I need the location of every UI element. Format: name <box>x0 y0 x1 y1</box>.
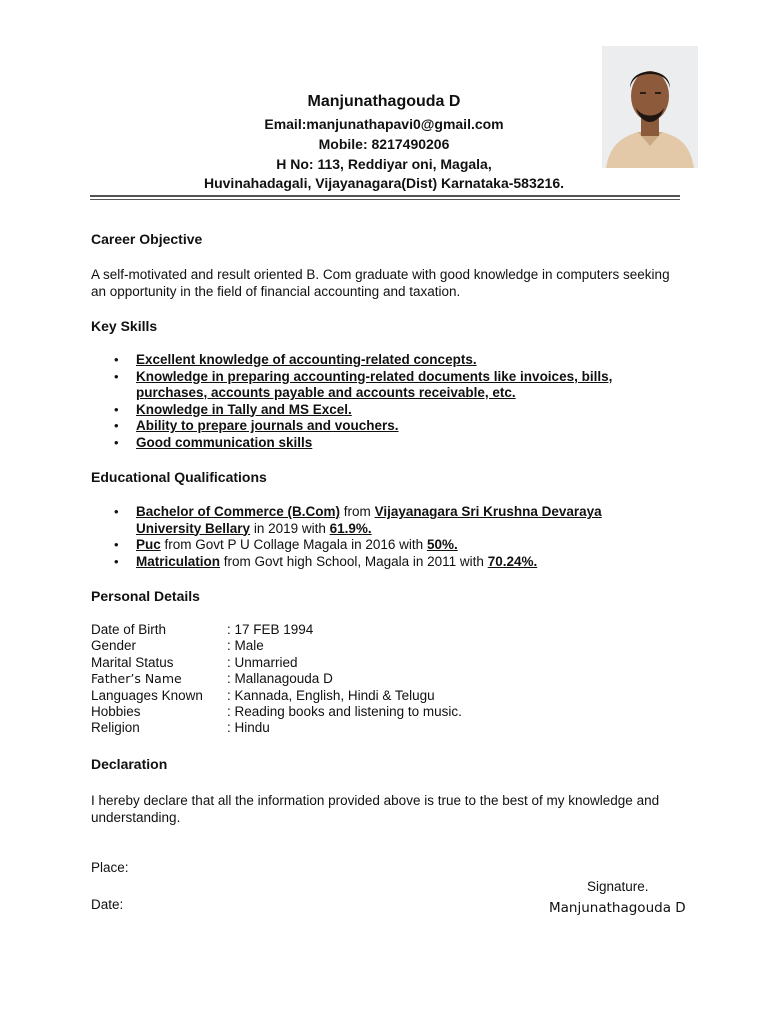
table-row: Father’s Name : Mallanagouda D <box>91 671 333 687</box>
table-row: Religion : Hindu <box>91 720 270 736</box>
table-row: Marital Status : Unmarried <box>91 654 298 670</box>
mobile-line: Mobile: 8217490206 <box>318 136 450 152</box>
address-line-1: H No: 113, Reddiyar oni, Magala, <box>276 156 492 172</box>
career-objective-text: A self-motivated and result oriented B. Com graduate with good knowledge in computers seeking an opportunity in the field of financial accounting and taxation. <box>91 267 670 299</box>
list-item: • Matriculation from Govt high School, Magala in 2011 with 70.24%. <box>108 554 648 571</box>
declaration-heading: Declaration <box>91 756 168 772</box>
list-item: • Ability to prepare journals and vouchers. <box>108 418 648 435</box>
list-item: • Knowledge in Tally and MS Excel. <box>108 402 648 419</box>
personal-details-heading: Personal Details <box>91 588 200 604</box>
table-row: Languages Known : Kannada, English, Hindi & Telugu <box>91 687 435 703</box>
education-heading: Educational Qualifications <box>91 469 267 485</box>
key-skills-list <box>108 352 648 451</box>
table-row: Hobbies : Reading books and listening to music. <box>91 704 462 720</box>
header-divider <box>90 195 680 197</box>
education-list <box>108 504 648 570</box>
profile-photo <box>602 46 698 168</box>
candidate-name: Manjunathagouda D <box>307 93 461 110</box>
key-skills-heading: Key Skills <box>91 318 158 334</box>
career-objective-heading: Career Objective <box>91 231 203 247</box>
personal-details-table <box>91 622 462 737</box>
list-item: • Bachelor of Commerce (B.Com) from Vijayanagara Sri Krushna Devaraya University Bellary in 2019 with 61.9%. <box>108 504 648 537</box>
table-row: Date of Birth : 17 FEB 1994 <box>91 622 314 637</box>
list-item: • Excellent knowledge of accounting-related concepts. <box>108 352 648 369</box>
header-divider-thin <box>90 199 680 200</box>
table-row: Gender : Male <box>91 638 264 654</box>
declaration-text: I hereby declare that all the information provided above is true to the best of my knowledge and understanding. <box>91 793 660 825</box>
email-line: Email:manjunathapavi0@gmail.com <box>264 116 504 132</box>
list-item: • Puc from Govt P U Collage Magala in 2016 with 50%. <box>108 537 648 554</box>
signature-name: Manjunathagouda D <box>549 900 686 916</box>
list-item: • Good communication skills <box>108 435 648 452</box>
address-line-2: Huvinahadagali, Vijayanagara(Dist) Karnataka-583216. <box>203 175 564 191</box>
list-item: • Knowledge in preparing accounting-related documents like invoices, bills, purchases, accounts payable and accounts receivable, etc. <box>108 369 648 402</box>
date-label: Date: <box>91 897 124 912</box>
person-photo-icon <box>602 46 698 168</box>
place-label: Place: <box>91 860 129 875</box>
signature-label: Signature. <box>587 879 649 894</box>
